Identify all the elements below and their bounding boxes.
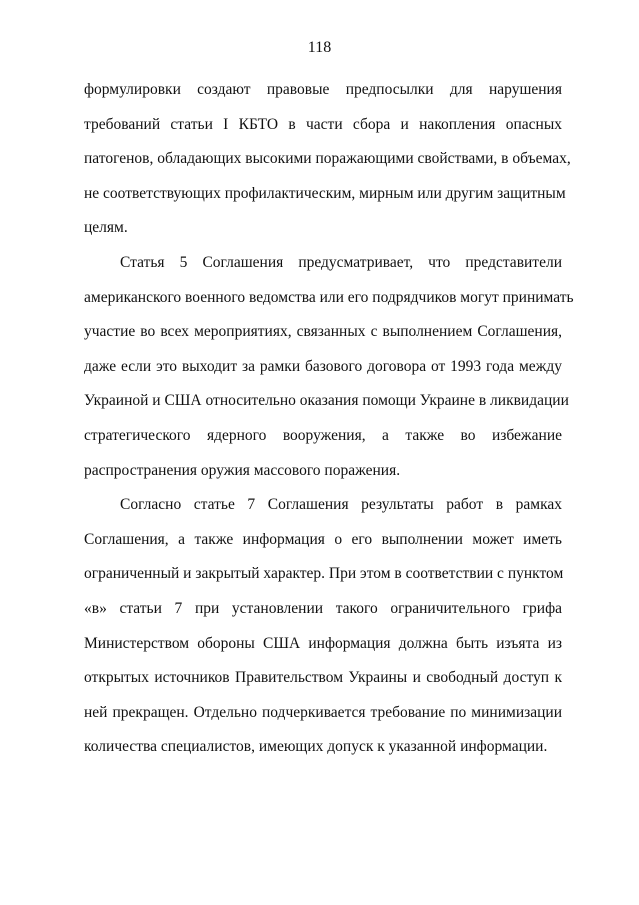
text-line: «в» статьи 7 при установлении такого ограничительного грифа — [84, 599, 562, 617]
text-line: ограниченный и закрытый характер. При этом в соответствии с пунктом — [84, 565, 564, 583]
text-line: патогенов, обладающих высокими поражающими свойствами, в объемах, — [84, 150, 571, 168]
text-line: Министерством обороны США информация должна быть изъята из — [84, 634, 562, 652]
paragraph-2 — [84, 249, 574, 491]
text-line: Соглашения, а также информация о его выполнении может иметь — [84, 530, 562, 548]
paragraph-1 — [84, 76, 571, 249]
paragraph-3 — [84, 491, 562, 768]
text-line: даже если это выходит за рамки базового договора от 1993 года между — [84, 357, 562, 375]
text-line: участие во всех мероприятиях, связанных с выполнением Соглашения, — [84, 323, 562, 341]
text-line: стратегического ядерного вооружения, а также во избежание — [84, 426, 562, 444]
text-line: открытых источников Правительством Украины и свободный доступ к — [84, 669, 562, 687]
text-line: Статья 5 Соглашения предусматривает, что представители — [120, 253, 562, 271]
text-line: Согласно статье 7 Соглашения результаты работ в рамках — [120, 496, 562, 514]
text-line: американского военного ведомства или его подрядчиков могут принимать — [84, 288, 574, 306]
text-line: количества специалистов, имеющих допуск к указанной информации. — [84, 738, 548, 756]
text-line: требований статьи I КБТО в части сбора и накопления опасных — [84, 115, 562, 133]
document-body — [84, 76, 574, 768]
text-line: Украиной и США относительно оказания помощи Украине в ликвидации — [84, 392, 569, 410]
page-number: 118 — [307, 39, 332, 56]
text-line: не соответствующих профилактическим, мирным или другим защитным — [84, 184, 566, 202]
text-line: ней прекращен. Отдельно подчеркивается требование по минимизации — [84, 703, 562, 721]
text-line: распространения оружия массового поражения. — [84, 461, 401, 479]
text-line: формулировки создают правовые предпосылки для нарушения — [84, 81, 562, 98]
text-line: целям. — [84, 219, 128, 237]
